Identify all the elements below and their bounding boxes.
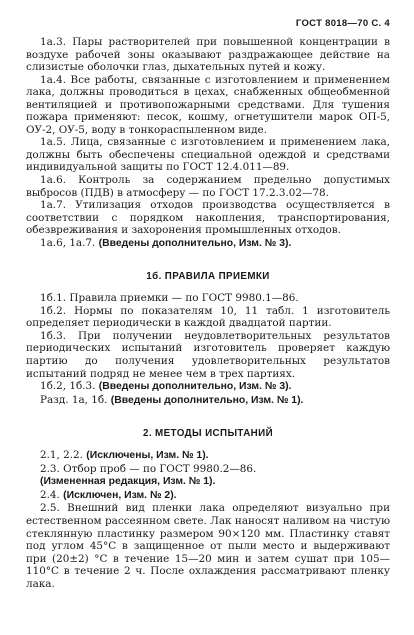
- amendment-note-1a: [26, 237, 390, 251]
- paragraph-1a4: 1а.4. Все работы, связанные с изготовлением и применением лака, должны проводиться в цехах, снабженных общеобменной вентиляцией и противопожарными средствами. Для тушения пожара применяют: песок, кошму, огнетушители марок ОП-5, ОУ-2, ОУ-5, воду в тонкораспыленном виде.: [26, 73, 390, 136]
- item-ref: 2.4.: [40, 488, 60, 501]
- paragraph-1a7: 1а.7. Утилизация отходов производства осуществляется в соответствии с порядком накопления, транспортирования, обезвреживания и захоронения промышленных отходов.: [26, 199, 390, 237]
- note-amendment: (Введены дополнительно, Изм. № 3).: [98, 237, 292, 249]
- paragraph-2-3: 2.3. Отбор проб — по ГОСТ 9980.2—86.: [40, 462, 257, 475]
- page-header: ГОСТ 8018—70 С. 4: [295, 18, 390, 29]
- document-body: [26, 36, 390, 590]
- paragraph-1b2: 1б.2. Нормы по показателям 10, 11 табл. 1 изготовитель определяет периодически в каждой двадцатой партии.: [26, 304, 390, 330]
- amendment-note-1b: [26, 380, 390, 394]
- section-heading-acceptance: 1б. ПРАВИЛА ПРИЕМКИ: [146, 271, 270, 283]
- note-ref: Разд. 1а, 1б.: [40, 393, 108, 406]
- paragraph-2-1: [26, 449, 390, 463]
- note-amendment: (Введены дополнительно, Изм. № 1).: [110, 394, 304, 406]
- paragraph-1a3: 1а.3. Пары растворителей при повышенной концентрации в воздухе рабочей зоны оказывают раздражающее действие на слизистые оболочки глаз, дыхательных путей и кожу.: [26, 36, 390, 74]
- item-amendment: (Исключен, Изм. № 2).: [63, 489, 177, 501]
- note-ref: 1б.2, 1б.3.: [40, 380, 96, 393]
- item-amendment: (Измененная редакция, Изм. № 1).: [40, 476, 216, 488]
- paragraph-2-5: 2.5. Внешний вид пленки лака определяют визуально при естественном рассеянном свете. Лак наносят наливом на чистую стеклянную пластинку размером 90×120 мм. Пластинку ставят под углом 45°С в защищенное от пыли место и выдерживают при (20±2) °С в течение 15—20 мин и затем сушат при 105—110°С в течение 2 ч. После охлаждения рассматривают пленку лака.: [26, 502, 390, 590]
- paragraph-1a5: 1а.5. Лица, связанные с изготовлением и применением лака, должны быть обеспечены специальной одеждой и средствами индивидуальной защиты по ГОСТ 12.4.011—89.: [26, 136, 390, 174]
- amendment-note-sections: [26, 394, 390, 408]
- item-ref: 2.1, 2.2.: [40, 449, 83, 462]
- note-amendment: (Введены дополнительно, Изм. № 3).: [98, 381, 292, 393]
- note-ref: 1а.6, 1а.7.: [40, 236, 96, 249]
- paragraph-1a6: 1а.6. Контроль за содержанием предельно допустимых выбросов (ПДВ) в атмосферу — по ГОСТ 17.2.3.02—78.: [26, 174, 390, 199]
- paragraph-1b1: 1б.1. Правила приемки — по ГОСТ 9980.1—86.: [40, 292, 299, 305]
- paragraph-2-4: [26, 489, 390, 503]
- item-amendment: (Исключены, Изм. № 1).: [86, 450, 209, 462]
- section-heading-methods: 2. МЕТОДЫ ИСПЫТАНИЙ: [142, 428, 274, 440]
- paragraph-2-3-note: [26, 475, 390, 489]
- paragraph-1b3: 1б.3. При получении неудовлетворительных результатов периодических испытаний изготовитель проверяет каждую партию до получения удовлетворительных результатов испытаний подряд не менее чем в трех партиях.: [26, 329, 390, 380]
